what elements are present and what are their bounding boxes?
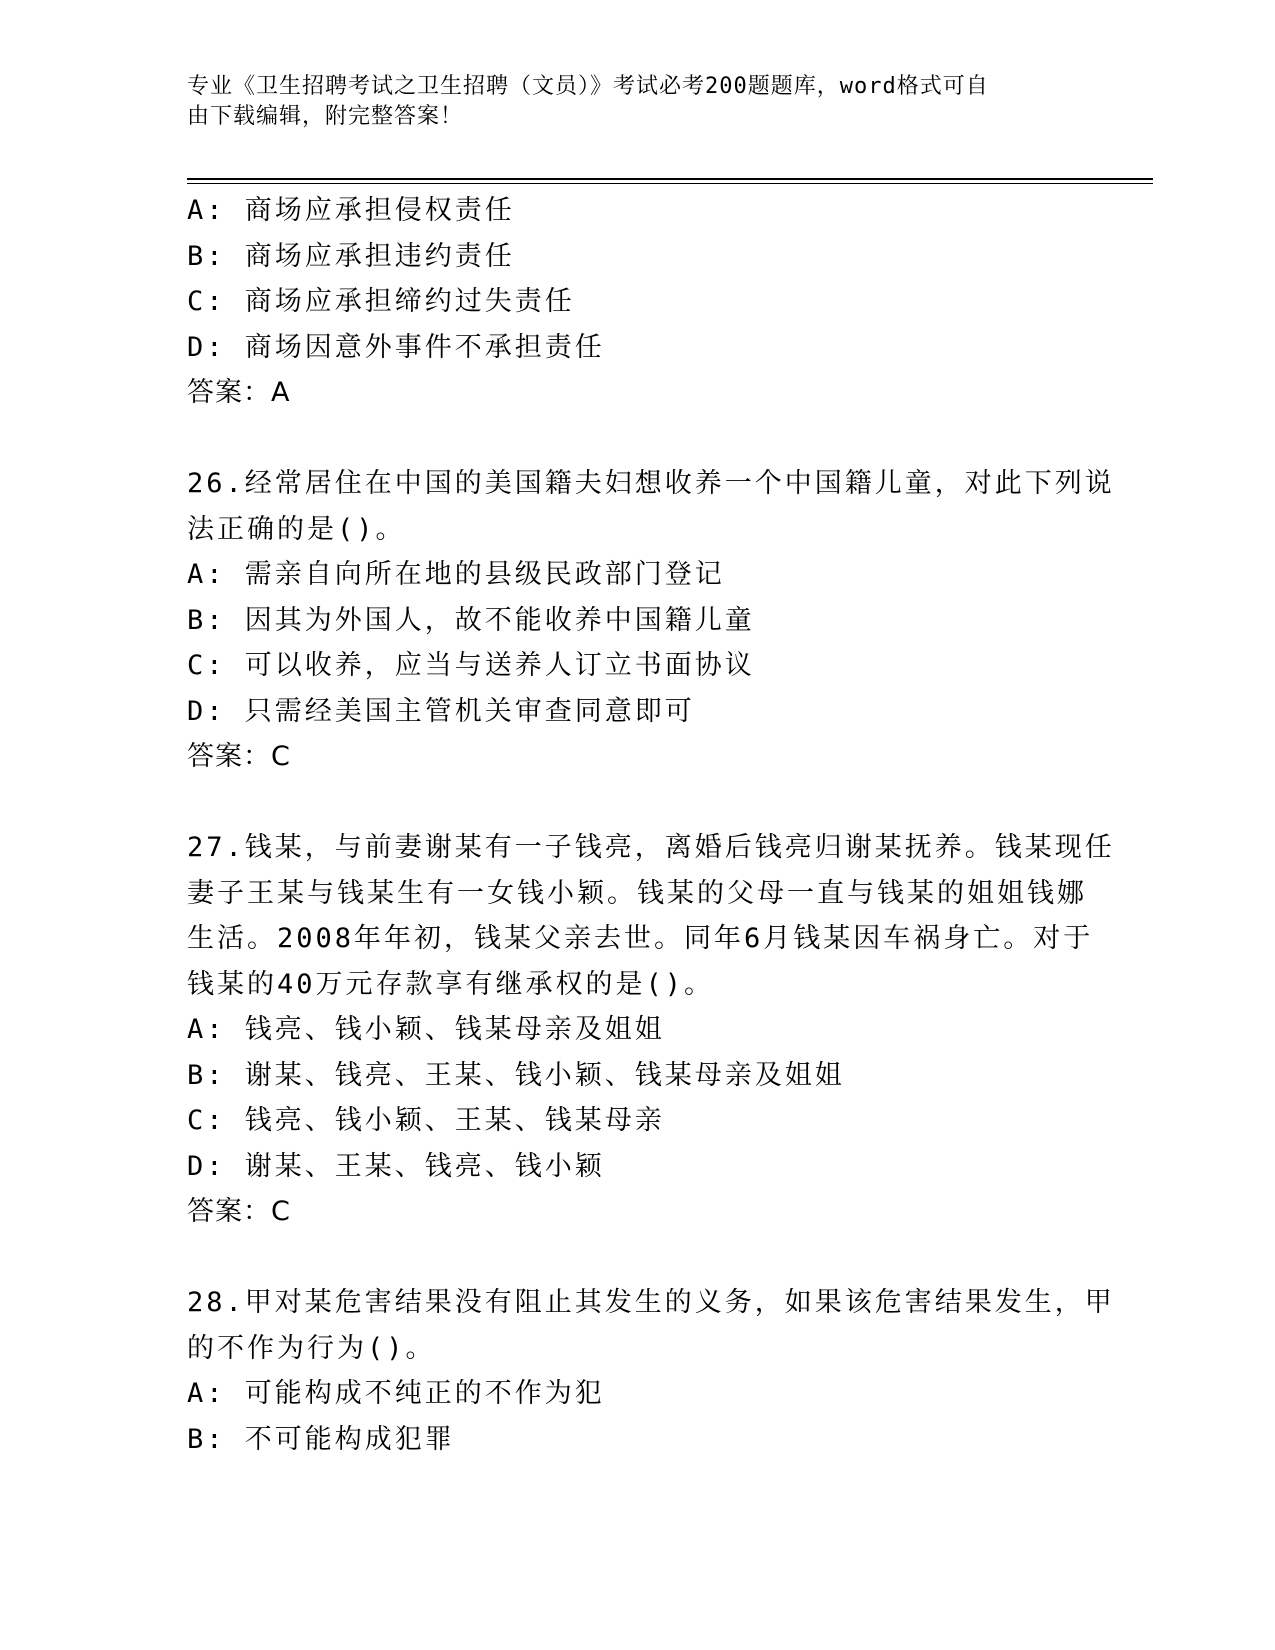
header-line-1: 专业《卫生招聘考试之卫生招聘（文员）》考试必考200题题库，word格式可自 (187, 74, 989, 99)
question-28 (187, 1280, 1115, 1462)
option-a: A: 可能构成不纯正的不作为犯 (187, 1378, 605, 1409)
question-text-line: 法正确的是()。 (187, 513, 406, 545)
question-text-line: 26.经常居住在中国的美国籍夫妇想收养一个中国籍儿童，对此下列说 (187, 468, 1115, 499)
question-26 (187, 461, 1115, 780)
question-text-line: 钱某的40万元存款享有继承权的是()。 (187, 968, 715, 1000)
answer-label: 答案：C (187, 1196, 291, 1227)
question-text-line: 28.甲对某危害结果没有阻止其发生的义务，如果该危害结果发生，甲 (187, 1287, 1115, 1318)
question-27 (187, 825, 1115, 1235)
question-text-line: 的不作为行为()。 (187, 1332, 436, 1364)
option-b: B: 不可能构成犯罪 (187, 1423, 455, 1455)
option-c: C: 钱亮、钱小颖、王某、钱某母亲 (187, 1105, 665, 1136)
header-divider-thick (187, 178, 1153, 180)
question-text-line: 27.钱某，与前妻谢某有一子钱亮，离婚后钱亮归谢某抚养。钱某现任 (187, 832, 1115, 863)
option-d: D: 商场因意外事件不承担责任 (187, 331, 605, 363)
option-a: A: 钱亮、钱小颖、钱某母亲及姐姐 (187, 1014, 665, 1045)
question-text-line: 妻子王某与钱某生有一女钱小颖。钱某的父母一直与钱某的姐姐钱娜 (187, 877, 1087, 909)
option-c: C: 可以收养，应当与送养人订立书面协议 (187, 650, 755, 681)
question-text-line: 生活。2008年年初，钱某父亲去世。同年6月钱某因车祸身亡。对于 (187, 923, 1094, 954)
option-d: D: 只需经美国主管机关审查同意即可 (187, 695, 695, 727)
option-c: C: 商场应承担缔约过失责任 (187, 286, 575, 317)
header-line-2: 由下载编辑，附完整答案！ (187, 104, 464, 129)
option-a: A: 商场应承担侵权责任 (187, 195, 515, 226)
answer-label: 答案：A (187, 377, 291, 408)
option-b: B: 因其为外国人，故不能收养中国籍儿童 (187, 604, 755, 636)
option-d: D: 谢某、王某、钱亮、钱小颖 (187, 1150, 605, 1182)
question-25-continued (187, 188, 1087, 416)
option-a: A: 需亲自向所在地的县级民政部门登记 (187, 559, 725, 590)
option-b: B: 商场应承担违约责任 (187, 240, 515, 272)
document-header (187, 72, 1067, 132)
answer-label: 答案：C (187, 741, 291, 772)
header-divider-thin (187, 183, 1153, 184)
document-body (187, 188, 1115, 1462)
option-b: B: 谢某、钱亮、王某、钱小颖、钱某母亲及姐姐 (187, 1059, 845, 1091)
